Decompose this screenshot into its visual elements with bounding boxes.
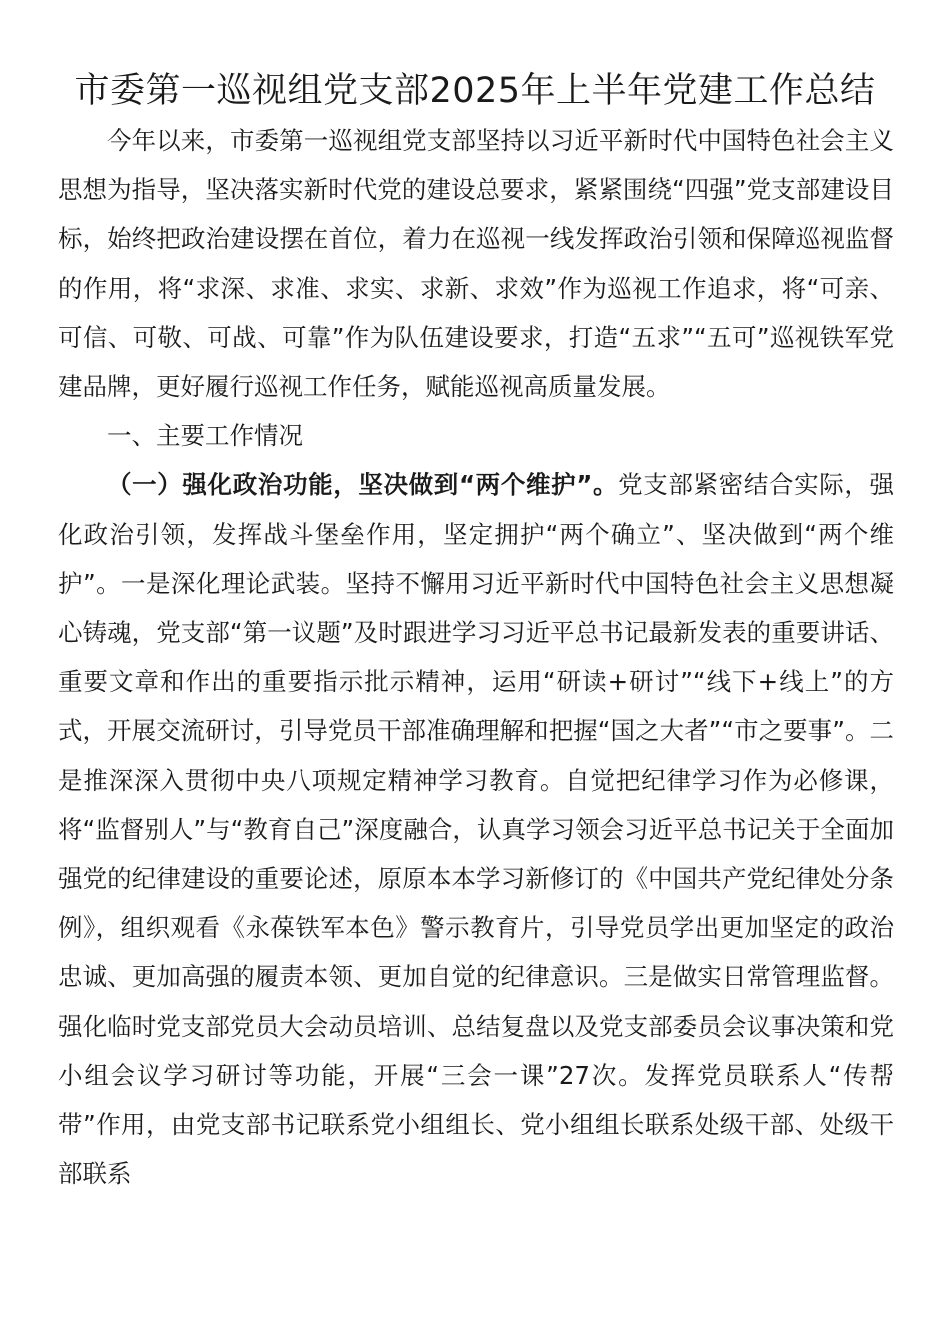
- subsection-heading: （一）强化政治功能，坚决做到“两个维护”。: [107, 470, 619, 500]
- intro-paragraph: 今年以来，市委第一巡视组党支部坚持以习近平新时代中国特色社会主义思想为指导，坚决落实新时代党的建设总要求，紧紧围绕“四强”党支部建设目标，始终把政治建设摆在首位，着力在巡视一线发挥政治引领和保障巡视监督的作用，将“求深、求准、求实、求新、求效”作为巡视工作追求，将“可亲、可信、可敬、可战、可靠”作为队伍建设要求，打造“五求”“五可”巡视铁军党建品牌，更好履行巡视工作任务，赋能巡视高质量发展。: [58, 126, 894, 402]
- document-title: 市委第一巡视组党支部2025年上半年党建工作总结: [74, 71, 876, 111]
- subsection-paragraph: [58, 460, 894, 1198]
- subsection-body: 党支部紧密结合实际，强化政治引领，发挥战斗堡垒作用，坚定拥护“两个确立”、坚决做到“两个维护”。一是深化理论武装。坚持不懈用习近平新时代中国特色社会主义思想凝心铸魂，党支部“第一议题”及时跟进学习习近平总书记最新发表的重要讲话、重要文章和作出的重要指示批示精神，运用“研读+研讨”“线下+线上”的方式，开展交流研讨，引导党员干部准确理解和把握“国之大者”“市之要事”。二是推深深入贯彻中央八项规定精神学习教育。自觉把纪律学习作为必修课，将“监督别人”与“教育自己”深度融合，认真学习领会习近平总书记关于全面加强党的纪律建设的重要论述，原原本本学习新修订的《中国共产党纪律处分条例》，组织观看《永葆铁军本色》警示教育片，引导党员学出更加坚定的政治忠诚、更加高强的履责本领、更加自觉的纪律意识。三是做实日常管理监督。强化临时党支部党员大会动员培训、总结复盘以及党支部委员会议事决策和党小组会议学习研讨等功能，开展“三会一课”27次。发挥党员联系人“传帮带”作用，由党支部书记联系党小组组长、党小组组长联系处级干部、处级干部联系: [58, 470, 895, 1189]
- document-body: [58, 116, 894, 1198]
- section-heading: 一、主要工作情况: [107, 421, 303, 451]
